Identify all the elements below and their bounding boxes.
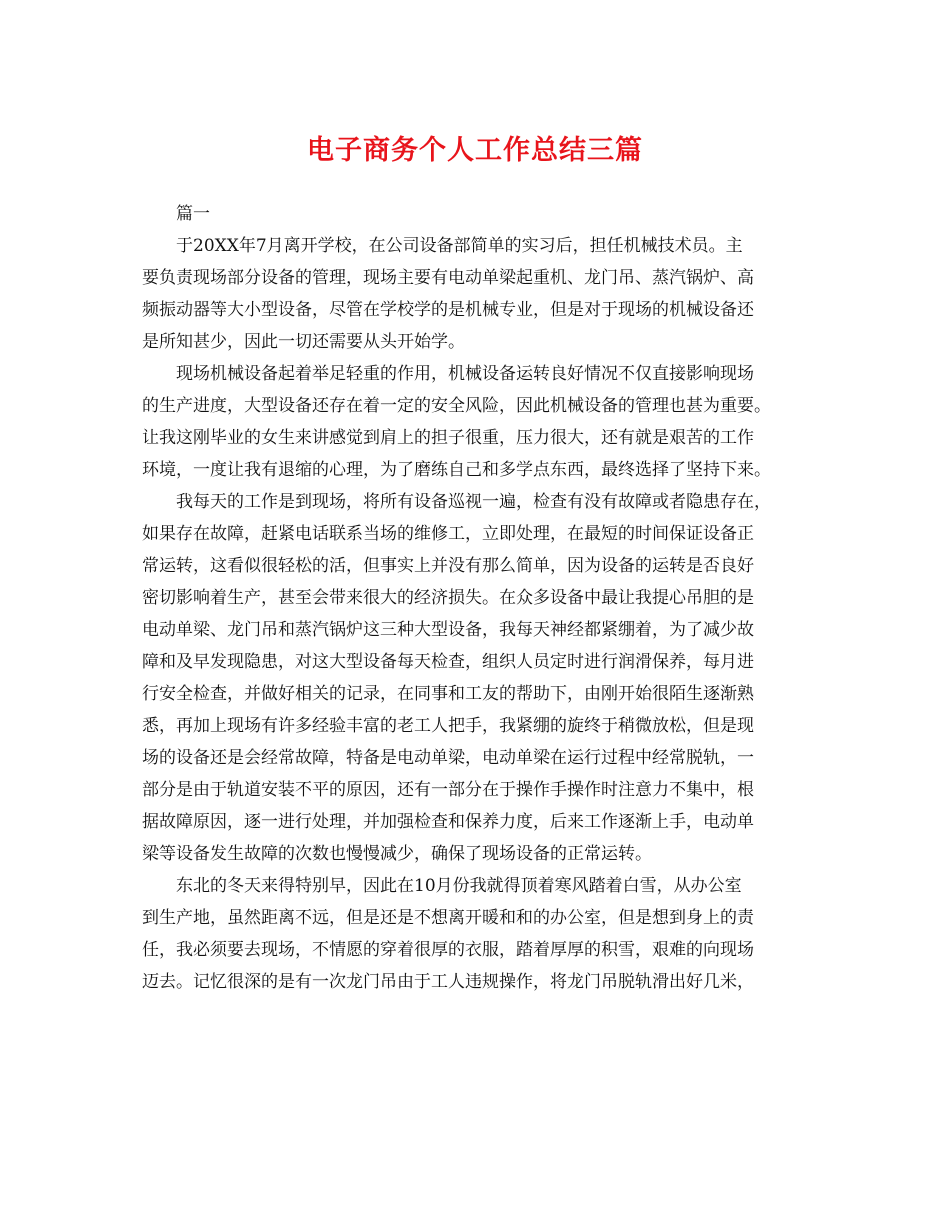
document-title: 电子商务个人工作总结三篇 (307, 135, 643, 166)
text-line: 电动单梁、龙门吊和蒸汽锅炉这三种大型设备，我每天神经都紧绷着，为了减少故 (142, 620, 754, 640)
text-line: 是所知甚少，因此一切还需要从头开始学。 (142, 332, 465, 352)
text-line: 场的设备还是会经常故障，特备是电动单梁，电动单梁在运行过程中经常脱轨，一 (142, 748, 754, 768)
text-line: 于20XX年7月离开学校，在公司设备部简单的实习后，担任机械技术员。主 (176, 236, 743, 256)
text-line: 任，我必须要去现场，不情愿的穿着很厚的衣服，踏着厚厚的积雪，艰难的向现场 (142, 940, 754, 960)
text-line: 迈去。记忆很深的是有一次龙门吊由于工人违规操作，将龙门吊脱轨滑出好几米， (142, 972, 754, 992)
text-line: 行安全检查，并做好相关的记录，在同事和工友的帮助下，由刚开始很陌生逐渐熟 (142, 684, 754, 704)
text-line: 篇一 (176, 204, 210, 224)
text-line: 密切影响着生产，甚至会带来很大的经济损失。在众多设备中最让我提心吊胆的是 (142, 588, 754, 608)
text-line: 障和及早发现隐患，对这大型设备每天检查，组织人员定时进行润滑保养，每月进 (142, 652, 754, 672)
text-line: 据故障原因，逐一进行处理，并加强检查和保养力度，后来工作逐渐上手，电动单 (142, 812, 754, 832)
text-line: 如果存在故障，赶紧电话联系当场的维修工，立即处理，在最短的时间保证设备正 (142, 524, 754, 544)
text-line: 频振动器等大小型设备，尽管在学校学的是机械专业，但是对于现场的机械设备还 (142, 300, 754, 320)
text-line: 部分是由于轨道安装不平的原因，还有一部分在于操作手操作时注意力不集中，根 (142, 780, 754, 800)
text-line: 我每天的工作是到现场，将所有设备巡视一遍，检查有没有故障或者隐患存在， (176, 492, 771, 512)
text-line: 悉，再加上现场有许多经验丰富的老工人把手，我紧绷的旋终于稍微放松，但是现 (142, 716, 754, 736)
text-line: 常运转，这看似很轻松的活，但事实上并没有那么简单，因为设备的运转是否良好 (142, 556, 754, 576)
text-line: 环境，一度让我有退缩的心理，为了磨练自己和多学点东西，最终选择了坚持下来。 (142, 460, 771, 480)
text-line: 的生产进度，大型设备还存在着一定的安全风险，因此机械设备的管理也甚为重要。 (142, 396, 771, 416)
text-line: 梁等设备发生故障的次数也慢慢减少，确保了现场设备的正常运转。 (142, 844, 652, 864)
text-line: 让我这刚毕业的女生来讲感觉到肩上的担子很重，压力很大，还有就是艰苦的工作 (142, 428, 754, 448)
document-body (142, 198, 814, 998)
text-line: 要负责现场部分设备的管理，现场主要有电动单梁起重机、龙门吊、蒸汽锅炉、高 (142, 268, 754, 288)
text-line: 到生产地，虽然距离不远，但是还是不想离开暖和和的办公室，但是想到身上的责 (142, 908, 754, 928)
text-line: 东北的冬天来得特别早，因此在10月份我就得顶着寒风踏着白雪，从办公室 (176, 876, 742, 896)
text-line: 现场机械设备起着举足轻重的作用，机械设备运转良好情况不仅直接影响现场 (176, 364, 754, 384)
